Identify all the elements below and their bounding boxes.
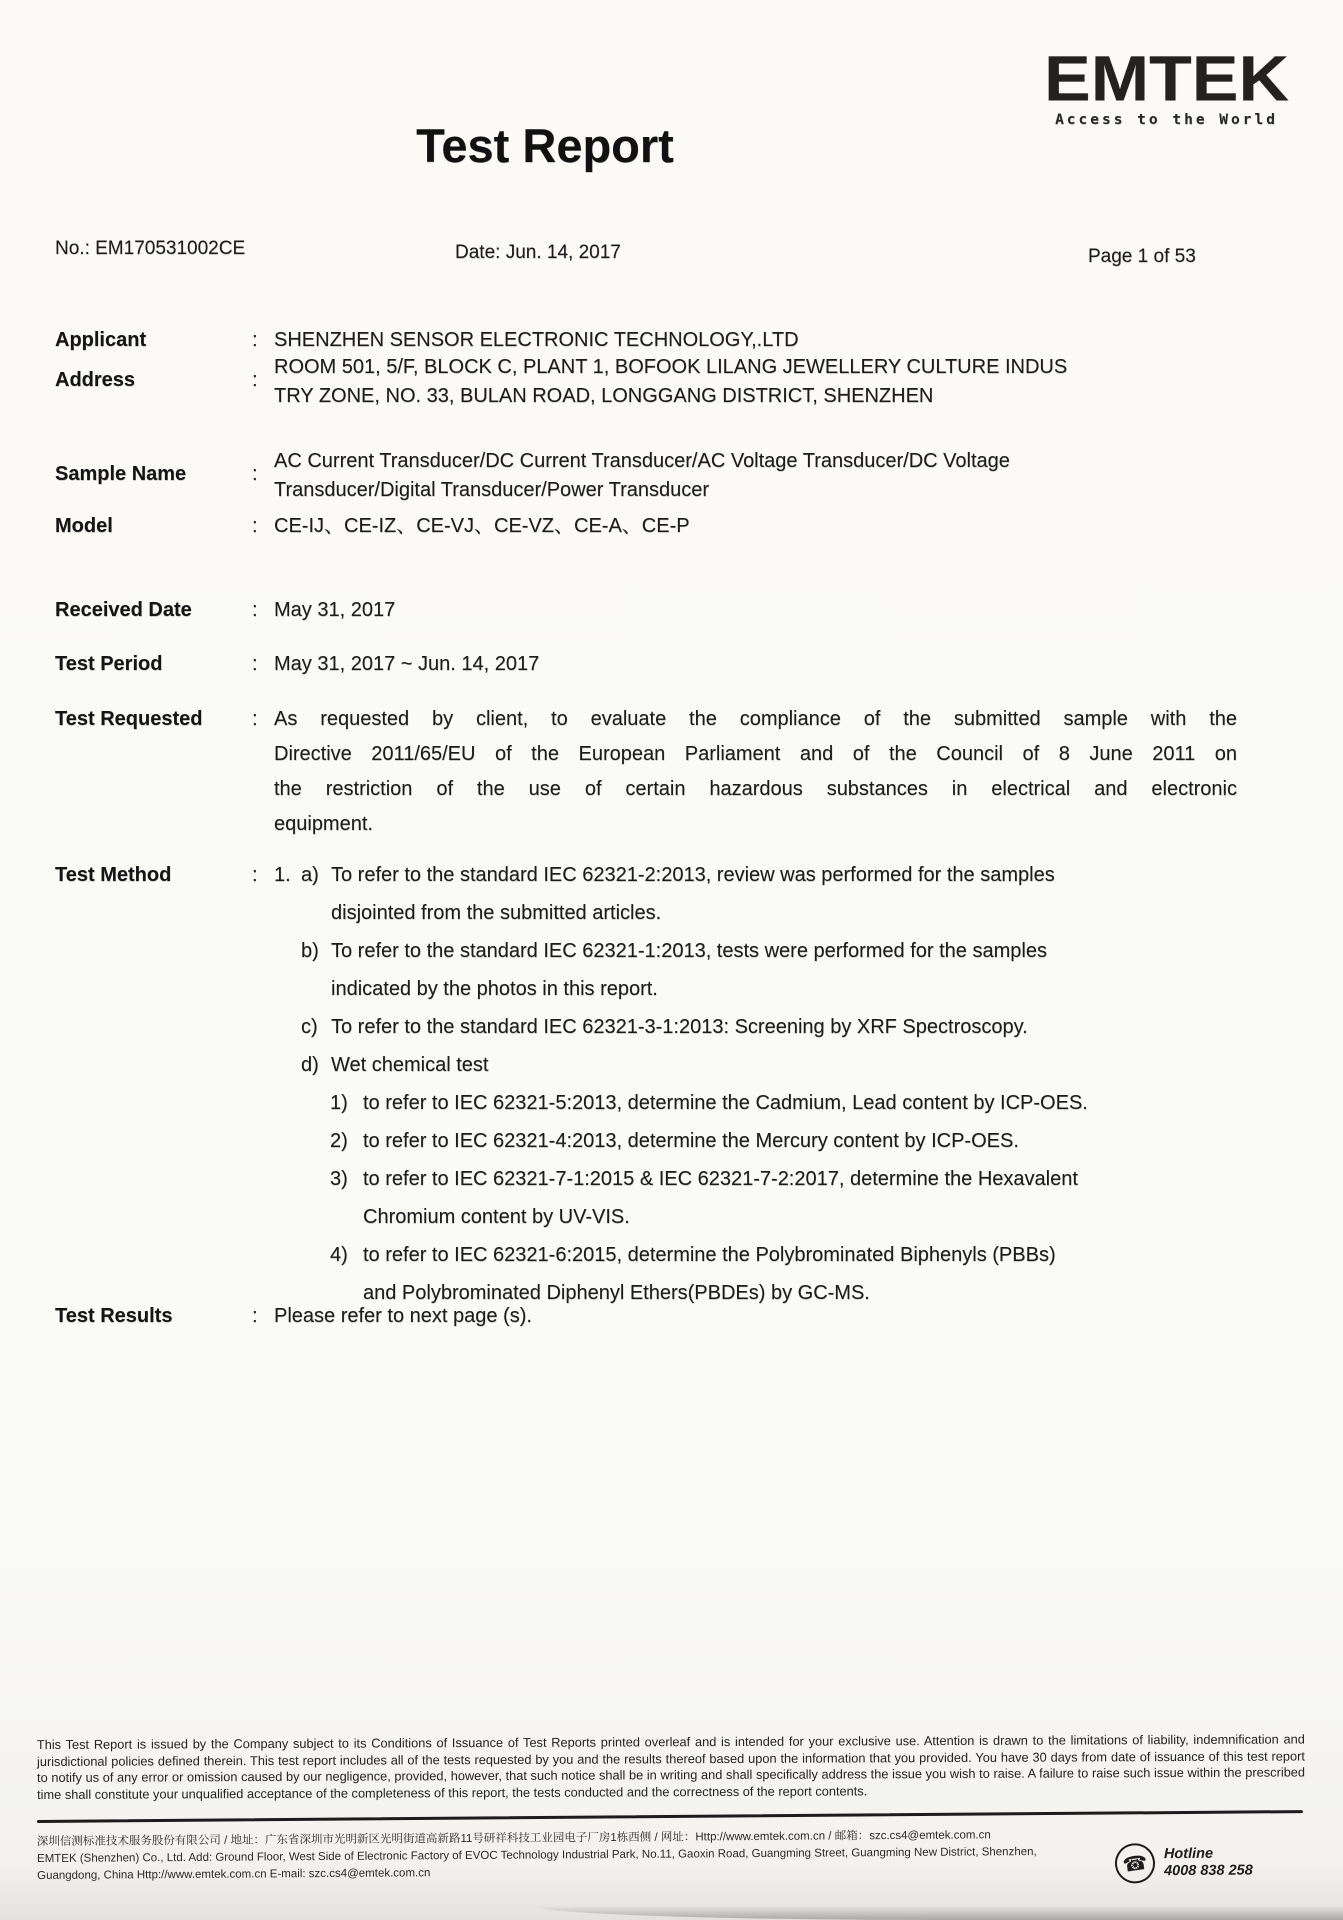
hotline-text (1164, 1846, 1253, 1881)
test-results-label: Test Results (55, 1305, 173, 1327)
report-number: No.: EM170531002CE (55, 238, 246, 259)
page-indicator: Page 1 of 53 (1088, 246, 1196, 267)
colon: : (252, 515, 258, 537)
colon: : (252, 463, 258, 485)
colon: : (252, 864, 258, 886)
method-subitem-line: to refer to IEC 62321-4:2013, determine the Mercury content by ICP-OES. (363, 1130, 1019, 1152)
method-item-line: To refer to the standard IEC 62321-1:2013, tests were performed for the samples (331, 940, 1047, 962)
company-info-en-line2: Guangdong, China Http://www.emtek.com.cn E-mail: szc.cs4@emtek.com.cn (37, 1867, 431, 1882)
applicant-value: SHENZHEN SENSOR ELECTRONIC TECHNOLOGY,.LTD (274, 329, 799, 351)
model-row (55, 512, 1237, 541)
method-subitem-3 (330, 1160, 1237, 1236)
test-requested-line: equipment. (274, 813, 373, 835)
test-requested-line: the restriction of the use of certain hazardous substances in electrical and electronic (274, 778, 1237, 800)
address-line: ROOM 501, 5/F, BLOCK C, PLANT 1, BOFOOK LILANG JEWELLERY CULTURE INDUS (274, 356, 1068, 378)
test-period-label: Test Period (55, 653, 163, 675)
method-subitem-marker: 1) (330, 1092, 348, 1114)
method-item-line: Wet chemical test (331, 1054, 489, 1076)
applicant-row (55, 326, 1237, 355)
test-method-label: Test Method (55, 864, 172, 886)
method-item-line: disjointed from the submitted articles. (331, 902, 662, 924)
method-item-marker: c) (301, 1016, 318, 1038)
method-item-marker: b) (301, 940, 319, 962)
method-item-b (274, 932, 1237, 1008)
colon: : (252, 369, 258, 391)
logo-tagline: Access to the World (1055, 112, 1278, 128)
sample-name-value (274, 447, 1237, 505)
address-value (274, 353, 1237, 411)
method-subitem-1 (330, 1084, 1237, 1122)
received-date-value: May 31, 2017 (274, 599, 396, 621)
model-label: Model (55, 515, 113, 537)
method-item-text (331, 1008, 1237, 1046)
test-method-list (274, 856, 1237, 1312)
received-date-label: Received Date (55, 599, 192, 621)
company-info-en-line1: EMTEK (Shenzhen) Co., Ltd. Add: Ground Floor, West Side of Electronic Factory of EVOC Technology Industrial Park, No.11, Gaoxin Road, Guangming Street, Guangming New District, Shenzhen, (36, 1846, 1037, 1865)
method-subitem-2 (330, 1122, 1237, 1160)
test-results-value: Please refer to next page (s). (274, 1305, 532, 1327)
method-item-text (331, 932, 1237, 1008)
test-requested-label: Test Requested (55, 708, 203, 730)
colon: : (252, 708, 258, 730)
method-subitem-line: to refer to IEC 62321-7-1:2015 & IEC 62321-7-2:2017, determine the Hexavalent (363, 1168, 1078, 1190)
method-subitem-line: Chromium content by UV-VIS. (363, 1206, 630, 1228)
hotline-label: Hotline (1163, 1845, 1214, 1863)
method-item-a (274, 856, 1237, 932)
test-requested-value (274, 702, 1237, 842)
company-info (37, 1827, 1087, 1885)
method-item-line: To refer to the standard IEC 62321-2:2013, review was performed for the samples (331, 864, 1055, 886)
method-item-marker: d) (301, 1054, 319, 1076)
method-subitem-line: to refer to IEC 62321-6:2015, determine the Polybrominated Biphenyls (PBBs) (363, 1244, 1056, 1266)
phone-icon: ☎ (1112, 1841, 1157, 1886)
footer-disclaimer: This Test Report is issued by the Company subject to its Conditions of Issuance of Test Reports printed overleaf and is intended for your exclusive use. Attention is drawn to the limitations of liability, indemnification and jurisdictional policies defined therein. This test report includes all of the tests requested by you and the results thereof based upon the information that you provided. You have 30 days from date of issuance of this test report to notify us of any error or omission caused by our negligence, provided, however, that such notice shall be in writing and shall specifically address the issue you wish to raise. A failure to raise such issue within the prescribed time shall constitute your unqualified acceptance of the completeness of this report, the tests conducted and the correctness of the report contents. (36, 1731, 1306, 1802)
sample-name-row (55, 447, 1237, 505)
method-item-text (331, 856, 1237, 932)
emtek-logo-wordmark: EMTEK (1044, 42, 1289, 115)
sample-name-line: AC Current Transducer/DC Current Transducer/AC Voltage Transducer/DC Voltage (274, 450, 1010, 472)
model-value: CE-IJ、CE-IZ、CE-VJ、CE-VZ、CE-A、CE-P (274, 515, 690, 537)
report-date: Date: Jun. 14, 2017 (455, 242, 621, 263)
method-subitem-4 (330, 1236, 1237, 1312)
scan-edge-shadow (537, 1906, 1343, 1920)
hotline-number: 4008 838 258 (1164, 1862, 1253, 1880)
method-item-d (274, 1046, 1237, 1084)
method-subitem-marker: 4) (330, 1244, 348, 1266)
colon: : (252, 599, 258, 621)
method-subitem-line: to refer to IEC 62321-5:2013, determine the Cadmium, Lead content by ICP-OES. (363, 1092, 1088, 1114)
method-item-c (274, 1008, 1237, 1046)
method-subitem-marker: 2) (330, 1130, 348, 1152)
method-subitem-line: and Polybrominated Diphenyl Ethers(PBDEs) by GC-MS. (363, 1282, 870, 1304)
applicant-label: Applicant (55, 329, 147, 351)
test-results-row (55, 1302, 1237, 1331)
address-line: TRY ZONE, NO. 33, BULAN ROAD, LONGGANG DISTRICT, SHENZHEN (274, 385, 934, 407)
method-item-text (331, 1046, 1237, 1084)
address-label: Address (55, 369, 136, 391)
test-period-value: May 31, 2017 ~ Jun. 14, 2017 (274, 653, 540, 675)
method-subitem-text (363, 1160, 1237, 1236)
colon: : (252, 653, 258, 675)
test-requested-line: As requested by client, to evaluate the compliance of the submitted sample with the (274, 708, 1237, 730)
method-subitem-text (363, 1122, 1237, 1160)
address-row (55, 353, 1237, 411)
received-date-row (55, 596, 1237, 625)
sample-name-line: Transducer/Digital Transducer/Power Transducer (274, 479, 709, 501)
test-requested-line: Directive 2011/65/EU of the European Parliament and of the Council of 8 June 2011 on (274, 743, 1237, 765)
emtek-logo (1044, 42, 1289, 128)
method-subitem-marker: 3) (330, 1168, 348, 1190)
method-subitem-text (363, 1236, 1237, 1312)
page-title: Test Report (416, 119, 674, 172)
sample-name-label: Sample Name (55, 463, 187, 485)
test-method-row (55, 856, 1237, 1312)
colon: : (252, 329, 258, 351)
hotline-block (1115, 1843, 1253, 1884)
test-period-row (55, 650, 1237, 679)
method-item-marker: a) (301, 864, 319, 886)
method-subitem-text (363, 1084, 1237, 1122)
method-item-line: indicated by the photos in this report. (331, 978, 658, 1000)
method-item-line: To refer to the standard IEC 62321-3-1:2013: Screening by XRF Spectroscopy. (331, 1016, 1028, 1038)
method-number: 1. (274, 864, 291, 886)
footer-divider (37, 1810, 1303, 1823)
colon: : (252, 1305, 258, 1327)
report-meta-row (55, 238, 1288, 268)
company-info-cn: 深圳信测标准技术服务股份有限公司 / 地址：广东省深圳市光明新区光明街道高新路11号研祥科技工业园电子厂房1栋西侧 / 网址：Http://www.emtek.com.cn / 邮箱：szc.cs4@emtek.com.cn (36, 1829, 991, 1849)
test-requested-row (55, 702, 1237, 842)
